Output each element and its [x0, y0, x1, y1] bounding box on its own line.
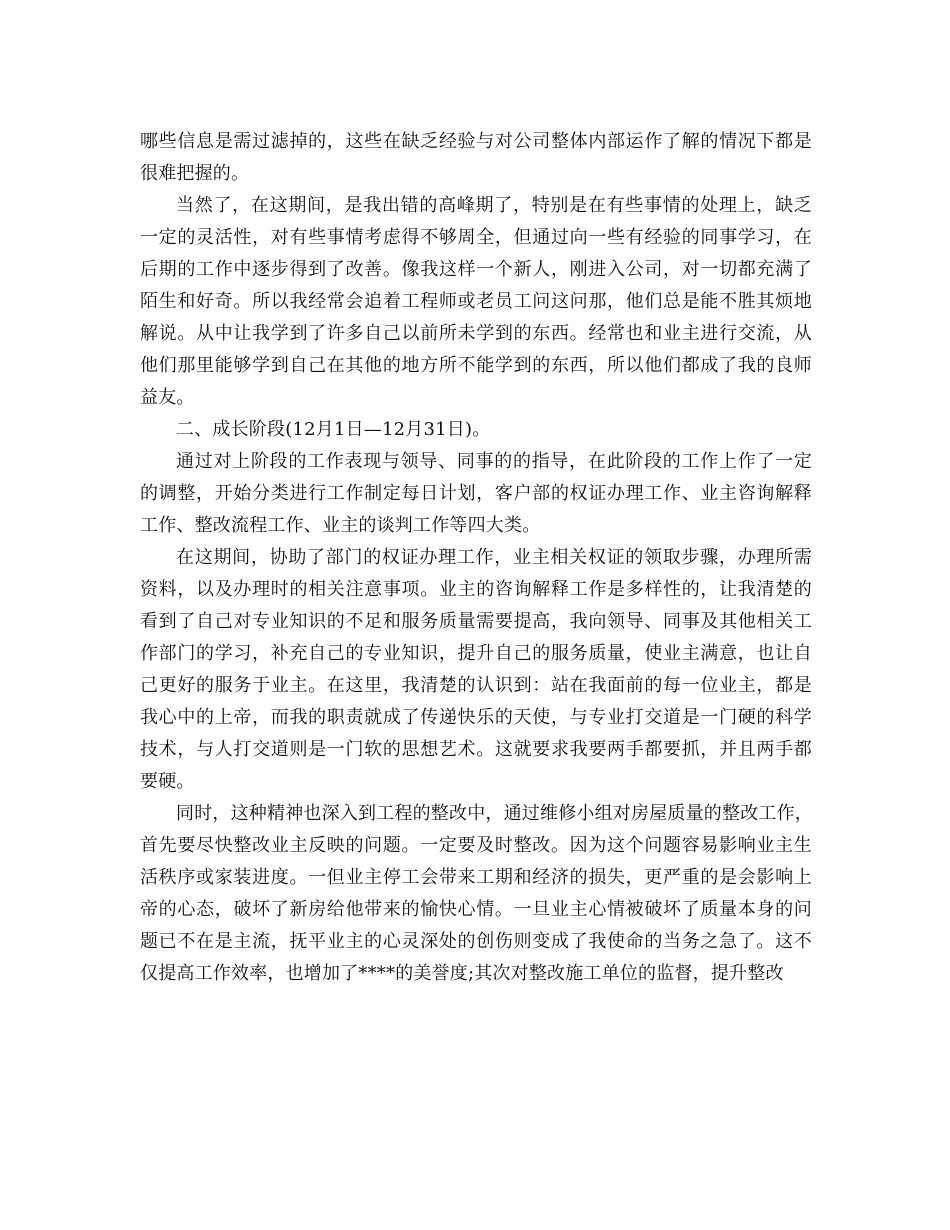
text-line: 二、成长阶段(12月1日—12月31日)。	[176, 419, 491, 440]
text-line: 当然了，在这期间，是我出错的高峰期了，特别是在有些事情的处理上，缺乏	[176, 195, 812, 216]
text-line: 看到了自己对专业知识的不足和服务质量需要提高，我向领导、同事及其他相关工	[140, 611, 812, 632]
text-line: 资料，以及办理时的相关注意事项。业主的咨询解释工作是多样性的，让我清楚的	[140, 579, 812, 600]
text-line: 在这期间，协助了部门的权证办理工作，业主相关权证的领取步骤，办理所需	[176, 547, 812, 568]
text-line: 后期的工作中逐步得到了改善。像我这样一个新人，刚进入公司，对一切都充满了	[140, 259, 812, 280]
text-line: 活秩序或家装进度。一但业主停工会带来工期和经济的损失，更严重的是会影响上	[140, 867, 812, 888]
text-line: 仅提高工作效率，也增加了****的美誉度;其次对整改施工单位的监督，提升整改	[140, 963, 784, 984]
body-text	[140, 126, 812, 990]
text-line: 帝的心态，破坏了新房给他带来的愉快心情。一旦业主心情被破坏了质量本身的问	[140, 899, 812, 920]
text-line: 己更好的服务于业主。在这里，我清楚的认识到：站在我面前的每一位业主，都是	[140, 675, 812, 696]
text-line: 我心中的上帝，而我的职责就成了传递快乐的天使，与专业打交道是一门硬的科学	[140, 707, 812, 728]
text-line: 通过对上阶段的工作表现与领导、同事的的指导，在此阶段的工作上作了一定	[176, 451, 812, 472]
text-line: 工作、整改流程工作、业主的谈判工作等四大类。	[140, 515, 541, 536]
text-line: 技术，与人打交道则是一门软的思想艺术。这就要求我要两手都要抓，并且两手都	[140, 739, 812, 760]
text-line: 首先要尽快整改业主反映的问题。一定要及时整改。因为这个问题容易影响业主生	[140, 835, 812, 856]
text-line: 一定的灵活性，对有些事情考虑得不够周全，但通过向一些有经验的同事学习，在	[140, 227, 812, 248]
text-line: 要硬。	[140, 771, 195, 792]
text-line: 很难把握的。	[140, 163, 250, 184]
text-line: 陌生和好奇。所以我经常会追着工程师或老员工问这问那，他们总是能不胜其烦地	[140, 291, 812, 312]
text-line: 作部门的学习，补充自己的专业知识，提升自己的服务质量，使业主满意，也让自	[140, 643, 812, 664]
text-line: 同时，这种精神也深入到工程的整改中，通过维修小组对房屋质量的整改工作，	[176, 803, 813, 824]
text-line: 解说。从中让我学到了许多自己以前所未学到的东西。经常也和业主进行交流，从	[140, 323, 812, 344]
text-line: 的调整，开始分类进行工作制定每日计划，客户部的权证办理工作、业主咨询解释	[140, 483, 812, 504]
text-line: 哪些信息是需过滤掉的，这些在缺乏经验与对公司整体内部运作了解的情况下都是	[140, 131, 812, 152]
text-line: 益友。	[140, 387, 195, 408]
text-line: 题已不在是主流，抚平业主的心灵深处的创伤则变成了我使命的当务之急了。这不	[140, 931, 812, 952]
text-line: 他们那里能够学到自己在其他的地方所不能学到的东西，所以他们都成了我的良师	[140, 355, 812, 376]
